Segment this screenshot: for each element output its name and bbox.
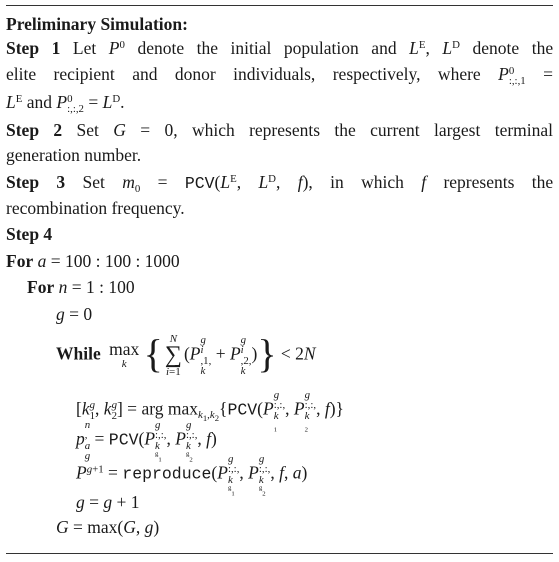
step2-line1: Step 2 Set G = 0, which represents the current largest terminal	[6, 120, 554, 140]
argmax-line: [k g 1 , k g 2 ] = arg $\max_{k_1,k_2}\{PCV(P$ g :,:, k $_1$ , P g :,:, k $_2$ , f)}	[76, 389, 344, 434]
step1-line3: $L^E$ and P 0 :,:,2 = $L^D$.	[6, 92, 125, 115]
while-condition: While max k { N ∑ i=1 (P g i ,1, k + P g i ,2, k )} < 2N	[56, 331, 316, 378]
pcv-eval-line: p n , a g = PCV(P g :,:, k $^g_1$ , P g :,:, k $^g_2$ , f)	[76, 419, 217, 464]
algorithm-title: Preliminary Simulation:	[6, 14, 188, 34]
step1-line2: elite recipient and donor individuals, respectively, where P 0 :,:,1 =	[6, 64, 554, 87]
step3-line1: Step 3 Set $m_0 = PCV(L^E$, $L^D$, f), in which f represents the	[6, 172, 554, 195]
bottom-rule	[6, 553, 553, 554]
step3-label: Step 3	[6, 172, 66, 192]
for-n-loop: For n = 1 : 100	[27, 277, 135, 297]
g-init: g = 0	[56, 304, 93, 324]
step3-line2: recombination frequency.	[6, 198, 185, 218]
step4-label: Step 4	[6, 224, 53, 244]
reproduce-line: $P^{g+1}$ = reproduce(P g :,:, k $^g_1$ , P g :,:, k $^g_2$ , f, a)	[76, 453, 308, 498]
G-update: G = max(G, g)	[56, 517, 160, 537]
top-rule	[6, 5, 553, 6]
step2-label: Step 2	[6, 120, 63, 140]
step2-line2: generation number.	[6, 145, 142, 165]
step1-label: Step 1	[6, 38, 61, 58]
for-a-loop: For a = 100 : 100 : 1000	[6, 251, 180, 271]
g-increment: g = g + 1	[76, 492, 140, 512]
step1-line1: Step 1 Let $P^0$ denote the initial population and $L^E$, $L^D$ denote the	[6, 38, 554, 58]
